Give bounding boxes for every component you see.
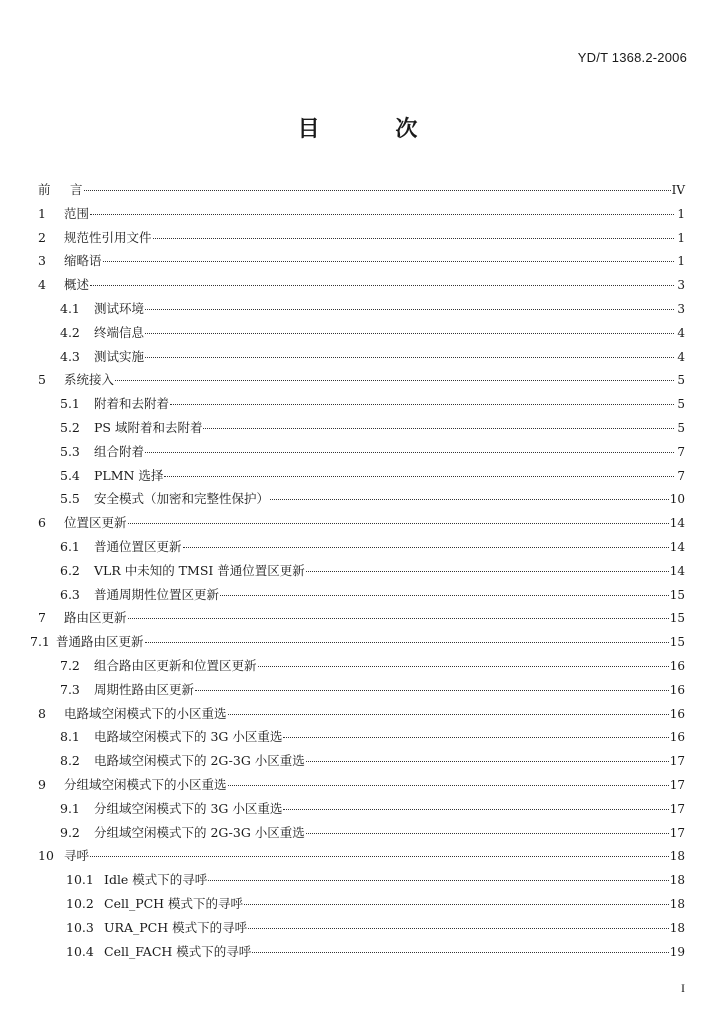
toc-entry-page: 3: [677, 278, 685, 293]
toc-entry-number: 1: [38, 205, 46, 221]
toc-entry-number: 5: [38, 372, 46, 388]
dot-leader: [153, 226, 674, 238]
toc-entry-number: 5.1: [60, 396, 80, 412]
toc-entry[interactable]: [0, 273, 715, 297]
toc-entry[interactable]: [0, 559, 715, 583]
toc-entry-title: 电路域空闲模式下的小区重选: [64, 705, 227, 721]
toc-entry[interactable]: [0, 606, 715, 630]
toc-entry-number: 7.1: [30, 634, 50, 650]
toc-entry-page: 17: [669, 777, 685, 792]
table-of-contents: [0, 178, 715, 963]
page-title: 目 次: [297, 117, 452, 142]
toc-entry-number: 2: [38, 229, 46, 245]
toc-entry[interactable]: [0, 892, 715, 916]
toc-entry-page: 3: [677, 301, 685, 316]
toc-entry-number: 9: [38, 776, 46, 792]
toc-entry-page: 18: [669, 896, 685, 911]
toc-entry-number: 7.3: [60, 681, 80, 697]
toc-entry-title: URA_PCH 模式下的寻呼: [104, 919, 248, 935]
dot-leader: [115, 369, 674, 381]
dot-leader: [90, 203, 674, 215]
toc-entry[interactable]: [0, 535, 715, 559]
toc-entry[interactable]: [0, 583, 715, 607]
toc-entry-title: 电路域空闲模式下的 2G-3G 小区重选: [94, 753, 305, 769]
toc-entry-page: 4: [677, 325, 685, 340]
toc-entry[interactable]: [0, 226, 715, 250]
dot-leader: [84, 179, 671, 191]
toc-entry-page: 5: [677, 373, 685, 388]
toc-entry-number: 6.1: [60, 538, 80, 554]
dot-leader: [145, 631, 669, 643]
toc-entry-number: 5.4: [60, 467, 80, 483]
toc-entry-page: 7: [677, 468, 685, 483]
toc-entry-title: 系统接入: [64, 372, 115, 388]
toc-entry-number: 6.2: [60, 562, 80, 578]
toc-entry-number: 10.1: [66, 872, 94, 888]
toc-entry-number: 10.2: [66, 895, 94, 911]
toc-entry-title: PS 域附着和去附着: [94, 419, 203, 435]
dot-leader: [220, 583, 669, 595]
toc-entry-page: 14: [669, 539, 685, 554]
toc-entry[interactable]: [0, 178, 715, 202]
toc-entry-page: 16: [669, 682, 685, 697]
toc-entry-title: 组合路由区更新和位置区更新: [94, 657, 257, 673]
toc-entry-number: 7: [38, 610, 46, 626]
toc-entry-title: 规范性引用文件: [64, 229, 152, 245]
toc-entry-page: 18: [669, 849, 685, 864]
toc-entry-page: 10: [669, 492, 685, 507]
toc-entry-title: 言: [70, 182, 83, 197]
dot-leader: [128, 512, 669, 524]
toc-entry[interactable]: [0, 821, 715, 845]
dot-leader: [145, 345, 674, 357]
toc-entry-number: 3: [38, 253, 46, 269]
toc-entry-title: 分组域空闲模式下的小区重选: [64, 776, 227, 792]
toc-entry[interactable]: [0, 487, 715, 511]
toc-entry[interactable]: [0, 249, 715, 273]
toc-entry-page: 16: [669, 658, 685, 673]
toc-entry[interactable]: [0, 345, 715, 369]
toc-entry[interactable]: [0, 773, 715, 797]
dot-leader: [248, 916, 669, 928]
toc-entry-title: 测试实施: [94, 348, 145, 364]
toc-entry[interactable]: [0, 654, 715, 678]
toc-entry[interactable]: [0, 940, 715, 964]
toc-entry-title: 位置区更新: [64, 515, 127, 531]
toc-entry-title: PLMN 选择: [94, 467, 164, 483]
dot-leader: [90, 274, 674, 286]
toc-entry[interactable]: [0, 511, 715, 535]
toc-entry-title: 分组域空闲模式下的 2G-3G 小区重选: [94, 824, 305, 840]
toc-entry-title: 范围: [64, 205, 90, 221]
toc-entry-title: 测试环境: [94, 300, 145, 316]
dot-leader: [128, 607, 669, 619]
toc-entry-page: 1: [677, 206, 685, 221]
toc-entry-page: 14: [669, 516, 685, 531]
dot-leader: [306, 560, 669, 572]
dot-leader: [283, 797, 668, 809]
dot-leader: [145, 441, 674, 453]
toc-entry[interactable]: [0, 797, 715, 821]
toc-entry-page: 4: [677, 349, 685, 364]
toc-entry-page: 1: [677, 230, 685, 245]
toc-entry-number: 4.3: [60, 348, 80, 364]
toc-entry-number: 8.1: [60, 729, 80, 745]
dot-leader: [258, 655, 669, 667]
dot-leader: [170, 393, 674, 405]
toc-entry-title: 缩略语: [64, 253, 102, 269]
toc-entry-page: IV: [671, 183, 685, 197]
toc-entry[interactable]: [0, 416, 715, 440]
toc-entry-page: 15: [669, 587, 685, 602]
toc-entry-page: 16: [669, 706, 685, 721]
document-code: YD/T 1368.2-2006: [577, 50, 687, 65]
dot-leader: [90, 845, 669, 857]
toc-entry-page: 14: [669, 563, 685, 578]
toc-entry[interactable]: [0, 368, 715, 392]
dot-leader: [252, 940, 668, 952]
dot-leader: [145, 322, 674, 334]
toc-entry[interactable]: [0, 916, 715, 940]
toc-entry-number: 4.1: [60, 300, 80, 316]
toc-entry-number: 6.3: [60, 586, 80, 602]
toc-entry[interactable]: [0, 630, 715, 654]
dot-leader: [283, 726, 668, 738]
toc-entry[interactable]: [0, 844, 715, 868]
toc-entry-title: 组合附着: [94, 443, 145, 459]
toc-entry[interactable]: [0, 321, 715, 345]
toc-entry-title: 电路域空闲模式下的 3G 小区重选: [94, 729, 283, 745]
toc-entry[interactable]: [0, 678, 715, 702]
dot-leader: [203, 417, 674, 429]
toc-entry[interactable]: [0, 392, 715, 416]
toc-entry-number: 6: [38, 515, 46, 531]
toc-entry[interactable]: [0, 702, 715, 726]
toc-entry-page: 17: [669, 825, 685, 840]
toc-entry-title: 路由区更新: [64, 610, 127, 626]
toc-entry-page: 15: [669, 635, 685, 650]
toc-entry-number: 7.2: [60, 657, 80, 673]
toc-entry-number: 10.3: [66, 919, 94, 935]
toc-entry[interactable]: [0, 749, 715, 773]
toc-entry-title: VLR 中未知的 TMSI 普通位置区更新: [94, 562, 305, 578]
dot-leader: [164, 464, 674, 476]
toc-entry-title: Cell_PCH 模式下的寻呼: [104, 895, 244, 911]
toc-entry-page: 16: [669, 730, 685, 745]
toc-entry[interactable]: [0, 440, 715, 464]
toc-entry-number: 9.2: [60, 824, 80, 840]
dot-leader: [103, 250, 674, 262]
toc-entry-number: 10.4: [66, 943, 94, 959]
toc-entry-page: 1: [677, 254, 685, 269]
toc-entry[interactable]: [0, 725, 715, 749]
toc-entry-number: 5.3: [60, 443, 80, 459]
dot-leader: [145, 298, 674, 310]
toc-entry-number: 8.2: [60, 753, 80, 769]
toc-entry-page: 7: [677, 444, 685, 459]
dot-leader: [183, 536, 669, 548]
toc-entry-number: 8: [38, 705, 46, 721]
toc-entry-title: 普通路由区更新: [56, 634, 144, 650]
toc-entry-page: 19: [669, 944, 685, 959]
toc-entry-number: 5.2: [60, 419, 80, 435]
toc-entry-number: 10: [38, 848, 54, 864]
dot-leader: [306, 821, 669, 833]
toc-entry-title: Idle 模式下的寻呼: [104, 872, 208, 888]
toc-entry-title: 概述: [64, 277, 90, 293]
toc-entry-number: 4.2: [60, 324, 80, 340]
toc-entry[interactable]: [0, 868, 715, 892]
toc-entry-title: 附着和去附着: [94, 396, 170, 412]
toc-entry-page: 17: [669, 754, 685, 769]
dot-leader: [270, 488, 669, 500]
dot-leader: [228, 774, 669, 786]
toc-entry-title: 普通周期性位置区更新: [94, 586, 220, 602]
dot-leader: [195, 678, 669, 690]
toc-entry-number: 4: [38, 277, 46, 293]
toc-entry-title: 终端信息: [94, 324, 145, 340]
dot-leader: [244, 893, 669, 905]
toc-entry-page: 18: [669, 873, 685, 888]
toc-entry-title: 寻呼: [64, 848, 90, 864]
toc-entry-title: 周期性路由区更新: [94, 681, 195, 697]
toc-entry-title: Cell_FACH 模式下的寻呼: [104, 943, 252, 959]
toc-entry-page: 18: [669, 920, 685, 935]
dot-leader: [228, 702, 669, 714]
toc-entry-number: 前: [38, 182, 51, 197]
toc-entry-title: 安全模式（加密和完整性保护）: [94, 491, 270, 507]
toc-entry-page: 5: [677, 420, 685, 435]
toc-entry[interactable]: [0, 297, 715, 321]
toc-entry-page: 15: [669, 611, 685, 626]
toc-entry-page: 17: [669, 801, 685, 816]
toc-entry-number: 5.5: [60, 491, 80, 507]
toc-entry[interactable]: [0, 464, 715, 488]
toc-entry-page: 5: [677, 397, 685, 412]
page-number: I: [681, 981, 685, 995]
dot-leader: [306, 750, 669, 762]
toc-entry-title: 普通位置区更新: [94, 538, 182, 554]
toc-entry[interactable]: [0, 202, 715, 226]
toc-entry-number: 9.1: [60, 800, 80, 816]
toc-entry-title: 分组域空闲模式下的 3G 小区重选: [94, 800, 283, 816]
dot-leader: [208, 869, 668, 881]
